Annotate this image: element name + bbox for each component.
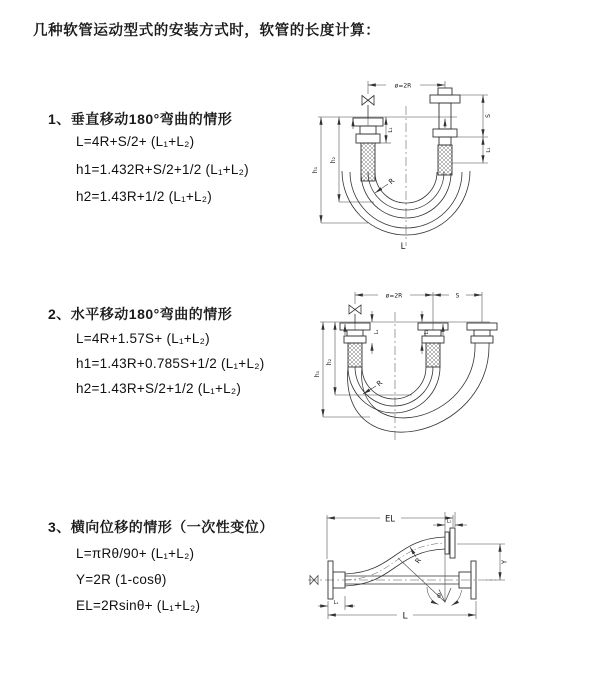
hose-curves: [345, 537, 445, 586]
dim-label-radius: R: [413, 556, 424, 566]
dim-label-fitting-mid: L₁: [424, 329, 430, 335]
section-1-heading: 1、垂直移动180°弯曲的情形: [48, 111, 233, 127]
page-title: 几种软管运动型式的安装方式时，软管的长度计算：: [33, 23, 381, 39]
dim-label-fitting-left: L₁: [374, 329, 380, 335]
dim-label-h1: h₁: [314, 370, 321, 378]
dim-label-h2: h₂: [326, 358, 333, 366]
formula-line: EL=2Rsinθ+ (L₁+L₂): [76, 598, 201, 613]
formula-line: h2=1.43R+1/2 (L₁+L₂): [76, 189, 213, 204]
dim-y: [457, 544, 505, 580]
displaced-flange: [445, 528, 455, 558]
braided-hose-section: [426, 343, 440, 367]
formula-line: h1=1.43R+0.785S+1/2 (L₁+L₂): [76, 356, 265, 371]
dim-label-length: L: [400, 242, 406, 252]
right-pipe-moved: [467, 323, 497, 343]
dim-label-y: Y: [500, 559, 509, 565]
angle-construction: [398, 512, 462, 606]
dim-label-stroke: S: [485, 114, 492, 118]
section-2-heading: 2、水平移动180°弯曲的情形: [48, 306, 233, 322]
formula-line: h2=1.43R+S/2+1/2 (L₁+L₂): [76, 381, 242, 396]
left-pipe: [340, 323, 370, 367]
diagram-vertical-180: [312, 72, 548, 258]
dim-label-el: EL: [384, 514, 396, 525]
dim-label-fitting-right: L₁: [486, 147, 492, 153]
formula-line: L=4R+S/2+ (L₁+L₂): [76, 134, 195, 149]
dim-label-length: L: [402, 611, 408, 622]
formula-line: h1=1.432R+S/2+1/2 (L₁+L₂): [76, 162, 249, 177]
dim-width-stroke: [355, 292, 482, 322]
middle-pipe: [418, 323, 448, 367]
dim-label-angle: θ: [437, 593, 441, 600]
formula-line: Y=2R (1-cosθ): [76, 572, 167, 587]
dim-label-width: ø=2R: [394, 82, 412, 90]
valve-icon: [362, 96, 374, 106]
hose-curves: [348, 343, 490, 432]
braided-hose-section: [348, 343, 362, 367]
dim-label-h1: h₁: [312, 166, 319, 174]
dim-heights: [323, 322, 412, 417]
diagram-lateral-displacement: [300, 500, 595, 650]
dim-label-h2: h₂: [330, 156, 337, 164]
radius-leader: [410, 547, 416, 557]
dim-label-stroke: S: [455, 292, 460, 300]
valve-icon: [349, 305, 361, 314]
right-pipe: [430, 88, 460, 175]
braided-hose-section: [438, 145, 452, 175]
dim-label-fitting-left: L₁: [333, 600, 339, 606]
dim-label-fitting-top: L₁: [446, 518, 452, 525]
dim-label-radius: R: [375, 378, 385, 389]
diagram-horizontal-180: [312, 282, 600, 462]
section-3-heading: 3、横向位移的情形（一次性变位）: [48, 519, 274, 535]
formula-line: L=πRθ/90+ (L₁+L₂): [76, 546, 195, 561]
dim-label-radius: R: [387, 176, 397, 187]
dim-label-fitting-left: L₁: [388, 127, 394, 133]
left-pipe: [353, 118, 383, 181]
formula-line: L=4R+1.57S+ (L₁+L₂): [76, 331, 210, 346]
dim-label-width: ø=2R: [385, 292, 403, 300]
